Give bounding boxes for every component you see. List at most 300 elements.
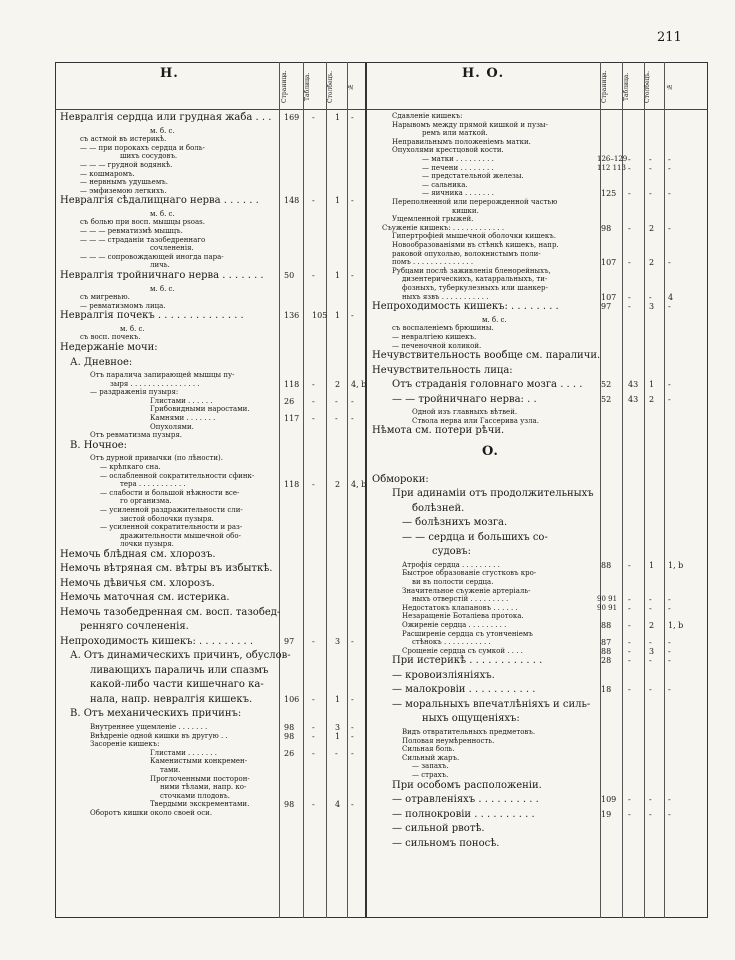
index-entry (70, 650, 291, 661)
ref-tab: - (312, 800, 315, 810)
entry-text: В. Отъ механическихъ причинъ: (70, 708, 242, 720)
ref-tab: - (312, 414, 315, 423)
ref-tab: - (628, 189, 631, 199)
section-letter (482, 443, 498, 459)
entry-text: — печеночной коликой. (392, 341, 482, 350)
index-entry (60, 112, 271, 123)
entry-text: Невралгія сердца или грудная жаба . . . (60, 112, 272, 123)
ref-no: - (351, 396, 354, 406)
ref-no: - (351, 271, 354, 280)
entry-text: м. б. с. (482, 315, 507, 324)
ref-page: 90 91 (597, 595, 618, 604)
index-entry (90, 723, 207, 731)
ref-page: 26 (284, 748, 295, 758)
ref-col: 3 (649, 646, 655, 656)
ref-tab: - (628, 685, 631, 695)
index-entry (392, 699, 590, 710)
entry-text: А. Отъ динамическихъ причинъ, обуслов- (70, 650, 291, 662)
col-header-column: Столбецъ. (327, 70, 334, 104)
index-entry (412, 417, 539, 425)
index-entry (412, 771, 448, 779)
ref-col: - (649, 189, 652, 199)
ref-tab: - (312, 722, 315, 732)
entry-text: Незаращеніе Боталіева протока. (402, 612, 524, 621)
entry-text: При истерикѣ . . . . . . . . . . . . (392, 655, 543, 667)
ref-page: 88 (601, 646, 612, 656)
index-entry (412, 578, 493, 586)
entry-text: — раздраженія пузыря: (90, 388, 179, 397)
ref-col: 1 (649, 380, 655, 390)
index-entry (392, 198, 557, 206)
entry-text: Немочь вѣтряная см. вѣтры въ избыткѣ. (60, 563, 273, 575)
entry-text: м. б. с. (150, 126, 175, 135)
ref-page: 117 (284, 414, 300, 423)
ref-tab: 43 (628, 380, 639, 390)
rule (664, 62, 665, 918)
index-entry (422, 189, 494, 197)
index-entry (372, 365, 513, 376)
index-entry (412, 638, 491, 646)
index-entry (412, 595, 508, 603)
entry-text: Немочь дѣвичья см. хлорозъ. (60, 577, 215, 589)
entry-text: — ревматизмомъ лица. (80, 301, 166, 310)
index-entry (80, 187, 167, 195)
ref-page: 118 (284, 480, 300, 490)
ref-col: 1 (335, 113, 341, 122)
col-header-page: Страница. (281, 70, 288, 104)
entry-text: ними тѣлами, напр. ко- (160, 783, 247, 792)
ref-no: - (351, 196, 354, 206)
entry-text: Обмороки: (372, 473, 429, 485)
ref-col: 1 (335, 694, 341, 704)
ref-tab: - (312, 113, 315, 122)
entry-text: Недержаніе мочи: (60, 342, 158, 353)
ref-no: - (668, 258, 671, 268)
index-entry (80, 135, 166, 143)
index-entry (402, 737, 494, 745)
index-entry (392, 823, 485, 834)
col-header-number: № (347, 83, 354, 91)
ref-tab: - (628, 302, 631, 312)
index-entry (60, 342, 158, 353)
index-entry (80, 302, 166, 310)
entry-text: — яичника . . . . . . . (422, 189, 494, 198)
ref-tab: - (628, 292, 631, 302)
index-entry (392, 655, 542, 666)
entry-text: — полнокровіи . . . . . . . . . . (392, 808, 535, 820)
ref-no: - (668, 603, 671, 613)
left-section-letter: Н. (160, 66, 179, 81)
ref-page: 26 (284, 396, 295, 406)
index-entry (392, 379, 582, 390)
ref-col: 3 (649, 302, 655, 312)
entry-text: При особомъ расположеніи. (392, 779, 542, 791)
ref-page: 98 (601, 223, 612, 233)
index-entry (90, 679, 264, 690)
index-entry (402, 293, 488, 301)
entry-text: Рубцами послѣ заживленія бленорейныхъ, (392, 266, 551, 275)
index-entry (422, 172, 524, 180)
index-entry (392, 838, 499, 849)
index-entry (392, 394, 537, 405)
ref-page: 98 (284, 731, 295, 741)
ref-col: 2 (649, 394, 655, 404)
entry-text: — слабости и большой нѣжности все- (100, 488, 240, 497)
entry-text: Камнями . . . . . . . (150, 414, 216, 422)
index-entry (90, 809, 212, 817)
ref-page: 28 (601, 656, 612, 666)
entry-text: Грибовидными наростами. (150, 405, 250, 414)
ref-tab: 105 (312, 311, 328, 321)
entry-text: — отравленіяхъ . . . . . . . . . . (392, 794, 539, 805)
col-header-table: Таблица. (623, 72, 630, 102)
entry-text: Нечувствительность лица: (372, 364, 513, 376)
ref-no: 4, b (351, 379, 367, 389)
entry-text: ливающихъ параличь или спазмъ (90, 664, 269, 676)
entry-text: ремъ или маткой. (422, 129, 488, 138)
entry-text: При адинаміи отъ продолжительныхъ (392, 488, 594, 500)
ref-no: - (351, 694, 354, 704)
index-entry (80, 170, 135, 178)
entry-text: Опухолями. (150, 422, 194, 431)
ref-no: - (351, 800, 354, 810)
ref-no: - (668, 223, 671, 233)
index-entry (402, 569, 536, 577)
index-entry (100, 472, 254, 480)
entry-text: съ восп. почекъ. (80, 333, 141, 342)
entry-text: фозныхъ, туберкулезныхъ или шанкер- (402, 284, 548, 292)
ref-tab: - (312, 396, 315, 406)
entry-text: Проглоченными посторон- (150, 774, 250, 783)
ref-tab: 43 (628, 394, 639, 404)
index-entry (160, 783, 246, 791)
ref-no: - (668, 380, 671, 390)
ref-page: 169 (284, 113, 300, 122)
ref-no: - (668, 685, 671, 695)
entry-text: В. Ночное: (70, 439, 128, 451)
entry-text: — запахъ. (412, 762, 449, 771)
index-entry (402, 630, 533, 638)
ref-col: 2 (335, 480, 341, 490)
index-entry (372, 301, 559, 312)
entry-text: Немочь маточная см. истерика. (60, 592, 230, 604)
index-entry (392, 138, 531, 146)
ref-no: - (668, 795, 671, 804)
ref-tab: - (312, 731, 315, 741)
page-number: 211 (657, 30, 682, 45)
index-entry (372, 474, 429, 485)
ref-page: 107 (601, 258, 617, 268)
entry-text: сточками плодовъ. (160, 791, 230, 800)
index-entry (402, 728, 535, 736)
entry-text: — малокровіи . . . . . . . . . . . (392, 684, 536, 696)
ref-no: - (668, 394, 671, 404)
ref-no: - (351, 636, 354, 646)
entry-text: Нечувствительность вообще см. параличи. (372, 350, 601, 362)
index-entry (60, 310, 244, 321)
ref-page: 50 (284, 271, 295, 280)
index-entry (90, 371, 235, 379)
index-entry (80, 161, 172, 169)
index-entry (402, 604, 518, 612)
index-entry (90, 740, 159, 748)
index-entry (392, 324, 494, 332)
entry-text: — моральныхъ впечатлѣніяхъ и силь- (392, 698, 591, 710)
index-entry (392, 146, 504, 154)
index-entry (120, 480, 186, 488)
entry-text: — — тройничнаго нерва: . . (392, 393, 537, 405)
ref-page: 109 (601, 795, 617, 804)
ref-page: 98 (284, 800, 295, 810)
entry-text: А. Дневное: (70, 356, 133, 368)
index-entry (120, 515, 214, 523)
index-entry (422, 155, 494, 163)
index-entry (382, 224, 504, 232)
ref-col: 2 (335, 379, 341, 389)
entry-text: сочлененія. (150, 244, 194, 253)
entry-text: Атрофія сердца . . . . . . . . . (402, 560, 500, 569)
index-entry (372, 350, 600, 361)
index-entry (392, 215, 473, 223)
index-entry (402, 587, 531, 595)
ref-no: - (351, 731, 354, 741)
index-entry (402, 275, 547, 283)
entry-text: дизентерическихъ, катарральныхъ, ти- (402, 275, 548, 284)
col-header-number: № (666, 83, 673, 91)
ref-tab: - (628, 223, 631, 233)
index-entry (90, 454, 223, 462)
index-entry (402, 517, 507, 528)
ref-page: 136 (284, 311, 300, 321)
index-entry (150, 405, 250, 413)
index-entry (70, 357, 132, 368)
ref-tab: - (628, 603, 631, 613)
index-entry (100, 506, 243, 514)
entry-text: стѣнокъ . . . . . . . . . . . (412, 638, 491, 647)
index-entry (432, 546, 471, 557)
entry-text: тами. (160, 765, 181, 774)
ref-col: 2 (649, 258, 655, 268)
index-entry (60, 636, 253, 647)
ref-col: - (335, 748, 338, 758)
ref-tab: - (628, 795, 631, 804)
index-entry (412, 408, 517, 416)
ref-page: 106 (284, 694, 300, 704)
index-entry (60, 592, 230, 603)
ref-col: 3 (335, 636, 341, 646)
entry-text: Ствола нерва или Гассерива узла. (412, 416, 539, 425)
entry-text: Внѣдреніе одной кишки въ другую . . (90, 731, 228, 740)
entry-text: Быстрое образованіе сгустковъ кро- (402, 569, 537, 578)
ref-col: 1 (649, 560, 655, 570)
ref-col: - (649, 638, 652, 648)
ref-page: 148 (284, 196, 300, 206)
index-entry (392, 258, 473, 266)
entry-text: Ожиреніе сердца . . . . . . . . . (402, 621, 507, 629)
index-entry (392, 488, 594, 499)
entry-text: м. б. с. (150, 284, 175, 293)
index-entry (100, 463, 161, 471)
ref-no: - (351, 748, 354, 758)
entry-text: Неправильнымъ положеніемъ матки. (392, 137, 531, 146)
index-entry (60, 607, 280, 618)
ref-no: - (668, 646, 671, 656)
entry-text: Значительное съуженіе артеріаль- (402, 586, 531, 595)
index-entry (392, 241, 559, 249)
entry-text: Твердыми экскрементами. (150, 800, 250, 809)
index-entry (150, 414, 215, 422)
entry-text: зыря . . . . . . . . . . . . . . . . (110, 379, 200, 388)
index-entry (80, 253, 224, 261)
entry-text: го организма. (120, 497, 172, 506)
entry-text: ви въ полости сердца. (412, 578, 494, 586)
entry-text: — — сердца и большихъ со- (402, 531, 548, 543)
entry-text: Сильная боль. (402, 745, 455, 754)
ref-tab: - (312, 748, 315, 758)
ref-no: - (668, 656, 671, 666)
ref-col: - (649, 163, 652, 173)
ref-no: - (351, 722, 354, 732)
index-entry (150, 423, 194, 431)
ref-col: 1 (335, 196, 341, 206)
entry-text: Половая неумѣренность. (402, 736, 495, 745)
index-entry (150, 261, 170, 269)
ref-tab: - (312, 480, 315, 490)
index-entry (60, 578, 215, 589)
ref-page: 18 (601, 685, 612, 695)
ref-page: 126–129 (597, 155, 628, 163)
header-rule (55, 109, 708, 110)
entry-text: — невралгіею кишекъ. (392, 332, 477, 341)
index-entry (90, 388, 178, 396)
rule (365, 62, 367, 918)
ref-no: - (351, 113, 354, 122)
index-entry (412, 503, 464, 514)
index-entry (422, 164, 494, 172)
index-entry (80, 218, 205, 226)
index-entry (392, 780, 542, 791)
ref-no: - (351, 311, 354, 321)
entry-text: Нарывомъ между прямой кишкой и пузы- (392, 120, 548, 129)
ref-tab: - (628, 163, 631, 173)
entry-text: дражительности мышечной обо- (120, 531, 241, 540)
ref-tab: - (312, 196, 315, 206)
ref-col: 3 (335, 722, 341, 732)
entry-text: Немочь тазобедренная см. восп. тазобед- (60, 606, 281, 618)
ref-page: 88 (601, 621, 612, 630)
rule (303, 62, 304, 918)
entry-text: Нѣмота см. потери рѣчи. (372, 425, 505, 437)
entry-text: судовъ: (432, 546, 472, 558)
entry-text: ныхъ отверстій . . . . . . . . . (412, 595, 509, 604)
ref-page: 112 113 (597, 163, 626, 172)
ref-tab: - (312, 636, 315, 646)
ref-page: 52 (601, 380, 612, 390)
entry-text: — кровоизліяніяхъ. (392, 669, 495, 681)
ref-col: 2 (649, 223, 655, 233)
index-entry (150, 757, 247, 765)
ref-no: - (668, 595, 671, 605)
ref-col: - (649, 292, 652, 302)
entry-text: — эмфиземою легкихъ. (80, 186, 167, 195)
ref-col: - (649, 603, 652, 613)
entry-text: — крѣпкаго сна. (100, 462, 161, 471)
index-entry (90, 431, 182, 439)
index-entry (80, 621, 189, 632)
index-entry (160, 792, 230, 800)
entry-text: Сдавленіе кишекъ: (392, 112, 463, 120)
ref-tab: - (628, 621, 631, 630)
index-entry (452, 207, 479, 215)
ref-tab: - (628, 595, 631, 605)
rule (326, 62, 327, 918)
ref-tab: - (628, 809, 631, 819)
ref-no: 4 (668, 292, 674, 302)
ref-col: - (649, 656, 652, 666)
entry-text: ныхъ язвъ . . . . . . . . . . . (402, 292, 489, 301)
entry-text: м. б. с. (120, 324, 145, 333)
index-entry (90, 694, 252, 705)
entry-text: — — — грудной водянкѣ. (80, 160, 173, 169)
index-entry (150, 800, 249, 808)
entry-text: — сильномъ поносѣ. (392, 837, 500, 849)
ref-col: - (335, 396, 338, 406)
entry-text: Одной изъ главныхъ вѣтвей. (412, 408, 518, 417)
index-entry (392, 809, 535, 820)
rule (622, 62, 623, 918)
ref-page: 125 (601, 189, 617, 199)
ref-page: 90 91 (597, 603, 618, 612)
col-header-table: Таблица. (304, 72, 311, 102)
index-entry (150, 285, 175, 293)
index-entry (120, 152, 177, 160)
entry-text: Немочь блѣдная см. хлорозъ. (60, 548, 216, 560)
entry-text: зистой оболочки пузыря. (120, 514, 214, 523)
entry-text: — нервнымъ удушьемъ. (80, 178, 168, 187)
index-entry (372, 425, 504, 436)
entry-text: Глистами . . . . . . . (150, 748, 217, 757)
entry-text: — предстательной железы. (422, 172, 524, 181)
entry-text: О. (482, 443, 498, 459)
index-entry (392, 112, 463, 120)
ref-tab: - (628, 646, 631, 656)
right-section-letter: Н. О. (462, 66, 505, 81)
index-entry (402, 647, 523, 655)
entry-text: шихъ сосудовъ. (120, 152, 178, 161)
entry-text: Непроходимость кишекъ: . . . . . . . . . (60, 635, 254, 647)
index-entry (402, 532, 548, 543)
col-header-page: Страница. (601, 70, 608, 104)
index-entry (60, 549, 216, 560)
ref-no: 1, b (668, 621, 684, 630)
entry-text: кишки. (452, 206, 479, 215)
ref-tab: - (312, 379, 315, 389)
index-entry (60, 563, 272, 574)
index-entry (100, 489, 239, 497)
ref-col: - (649, 155, 652, 164)
entry-text: Невралгія почекъ . . . . . . . . . . . . . . (60, 310, 244, 322)
index-entry (402, 754, 459, 762)
entry-text: Непроходимость кишекъ: . . . . . . . . (372, 301, 559, 313)
ref-no: - (668, 638, 671, 648)
ref-col: - (335, 414, 338, 423)
index-entry (150, 127, 175, 135)
rule (279, 62, 280, 918)
entry-text: Невралгія тройничнаго нерва . . . . . . . (60, 270, 264, 281)
ref-tab: - (312, 271, 315, 280)
entry-text: съ астмой въ истерикѣ. (80, 135, 167, 144)
entry-text: — сальника. (422, 180, 468, 189)
